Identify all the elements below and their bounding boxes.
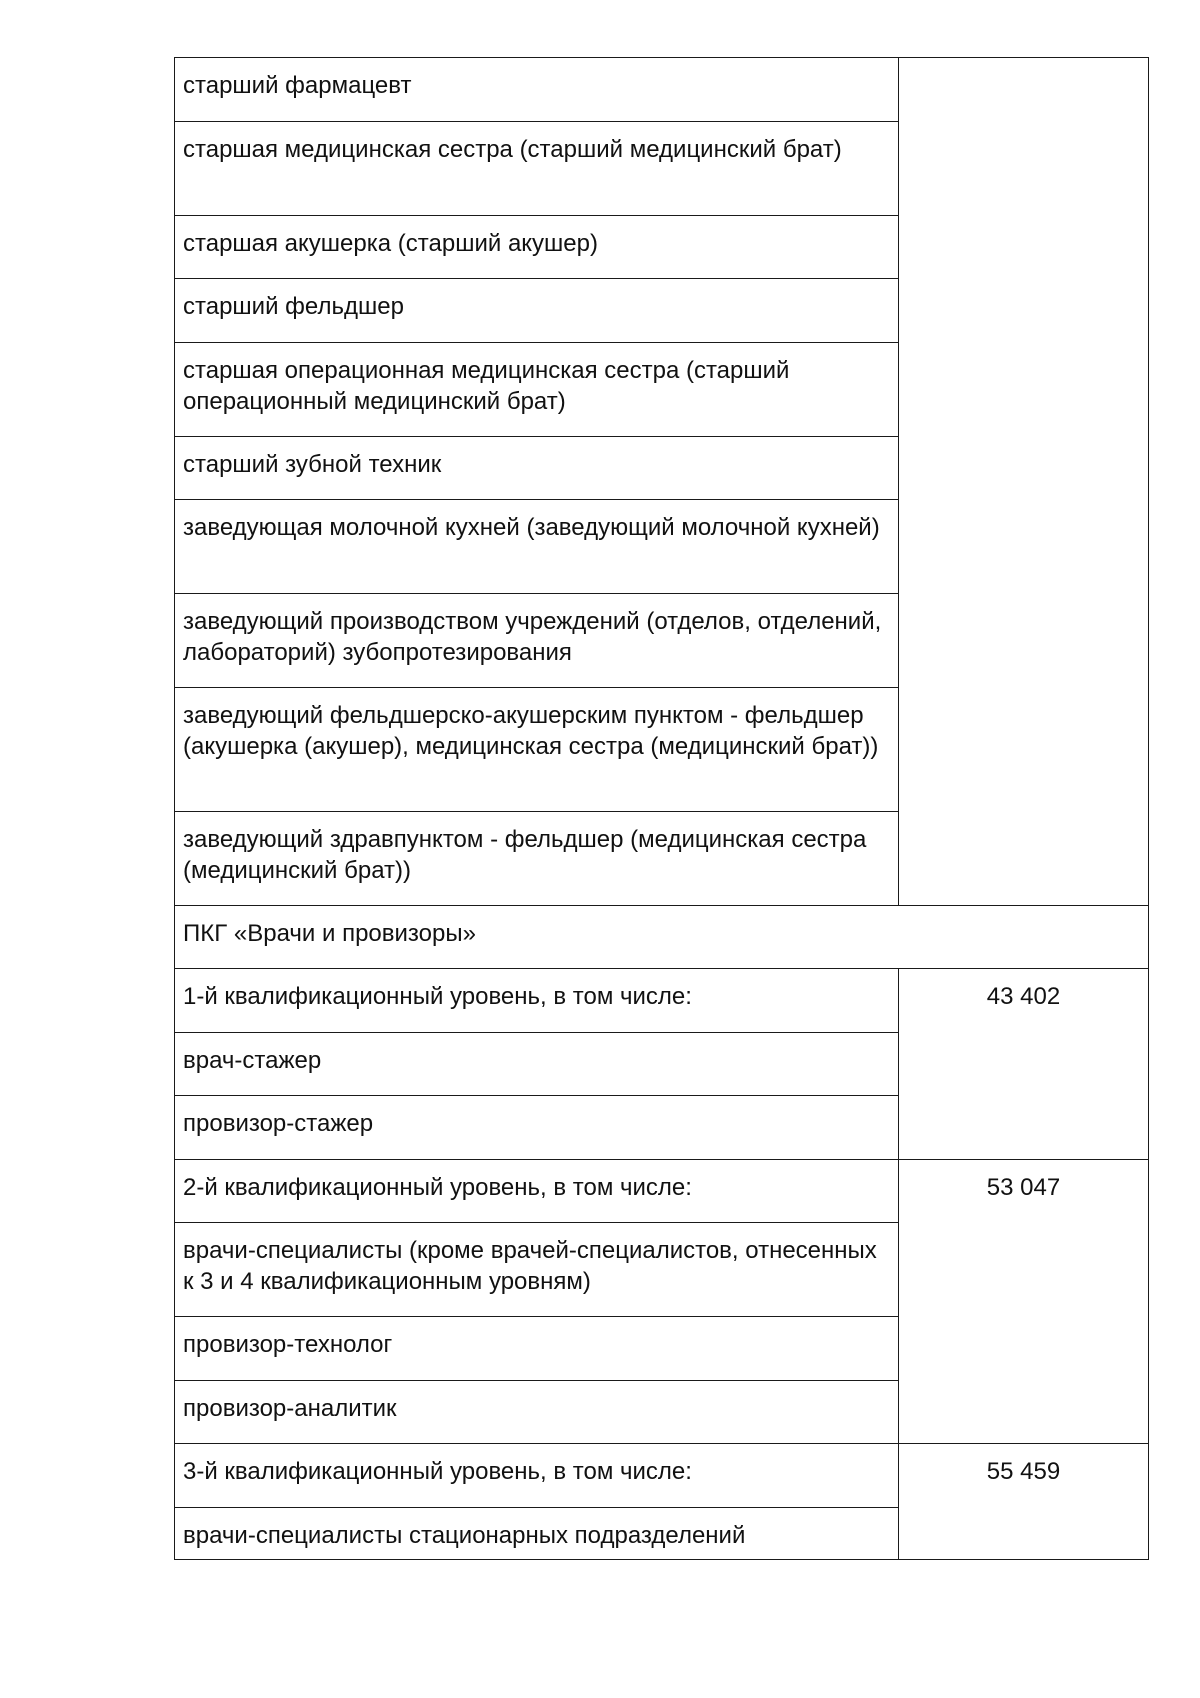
salary-table	[174, 57, 1149, 1560]
position-cell: провизор-стажер	[175, 1096, 899, 1160]
position-cell: врач-стажер	[175, 1033, 899, 1096]
salary-cell: 53 047	[899, 1160, 1149, 1444]
table-row	[175, 1444, 1149, 1508]
table-row	[175, 1160, 1149, 1223]
position-cell: старшая медицинская сестра (старший медицинский брат)	[175, 122, 899, 216]
position-cell: заведующий здравпунктом - фельдшер (медицинская сестра (медицинский брат))	[175, 812, 899, 906]
position-cell: старшая операционная медицинская сестра (старший операционный медицинский брат)	[175, 343, 899, 437]
level-cell: 1-й квалификационный уровень, в том числе:	[175, 969, 899, 1033]
position-cell: заведующий производством учреждений (отделов, отделений, лабораторий) зубопротезирования	[175, 594, 899, 688]
group-heading-cell: ПКГ «Врачи и провизоры»	[175, 906, 1149, 969]
level-cell: 3-й квалификационный уровень, в том числе:	[175, 1444, 899, 1508]
position-cell: провизор-аналитик	[175, 1381, 899, 1444]
position-cell: заведующий фельдшерско-акушерским пунктом - фельдшер (акушерка (акушер), медицинская сестра (медицинский брат))	[175, 688, 899, 812]
table-row	[175, 906, 1149, 969]
position-cell: старший фармацевт	[175, 58, 899, 122]
position-cell: старший зубной техник	[175, 437, 899, 500]
position-cell: врачи-специалисты стационарных подразделений	[175, 1508, 899, 1560]
salary-cell: 43 402	[899, 969, 1149, 1160]
table-row	[175, 58, 1149, 122]
level-cell: 2-й квалификационный уровень, в том числе:	[175, 1160, 899, 1223]
position-cell: провизор-технолог	[175, 1317, 899, 1381]
position-cell: врачи-специалисты (кроме врачей-специалистов, отнесенных к 3 и 4 квалификационным уровням)	[175, 1223, 899, 1317]
salary-cell	[899, 58, 1149, 906]
position-cell: старшая акушерка (старший акушер)	[175, 216, 899, 279]
position-cell: старший фельдшер	[175, 279, 899, 343]
salary-cell: 55 459	[899, 1444, 1149, 1560]
position-cell: заведующая молочной кухней (заведующий молочной кухней)	[175, 500, 899, 594]
table-row	[175, 969, 1149, 1033]
